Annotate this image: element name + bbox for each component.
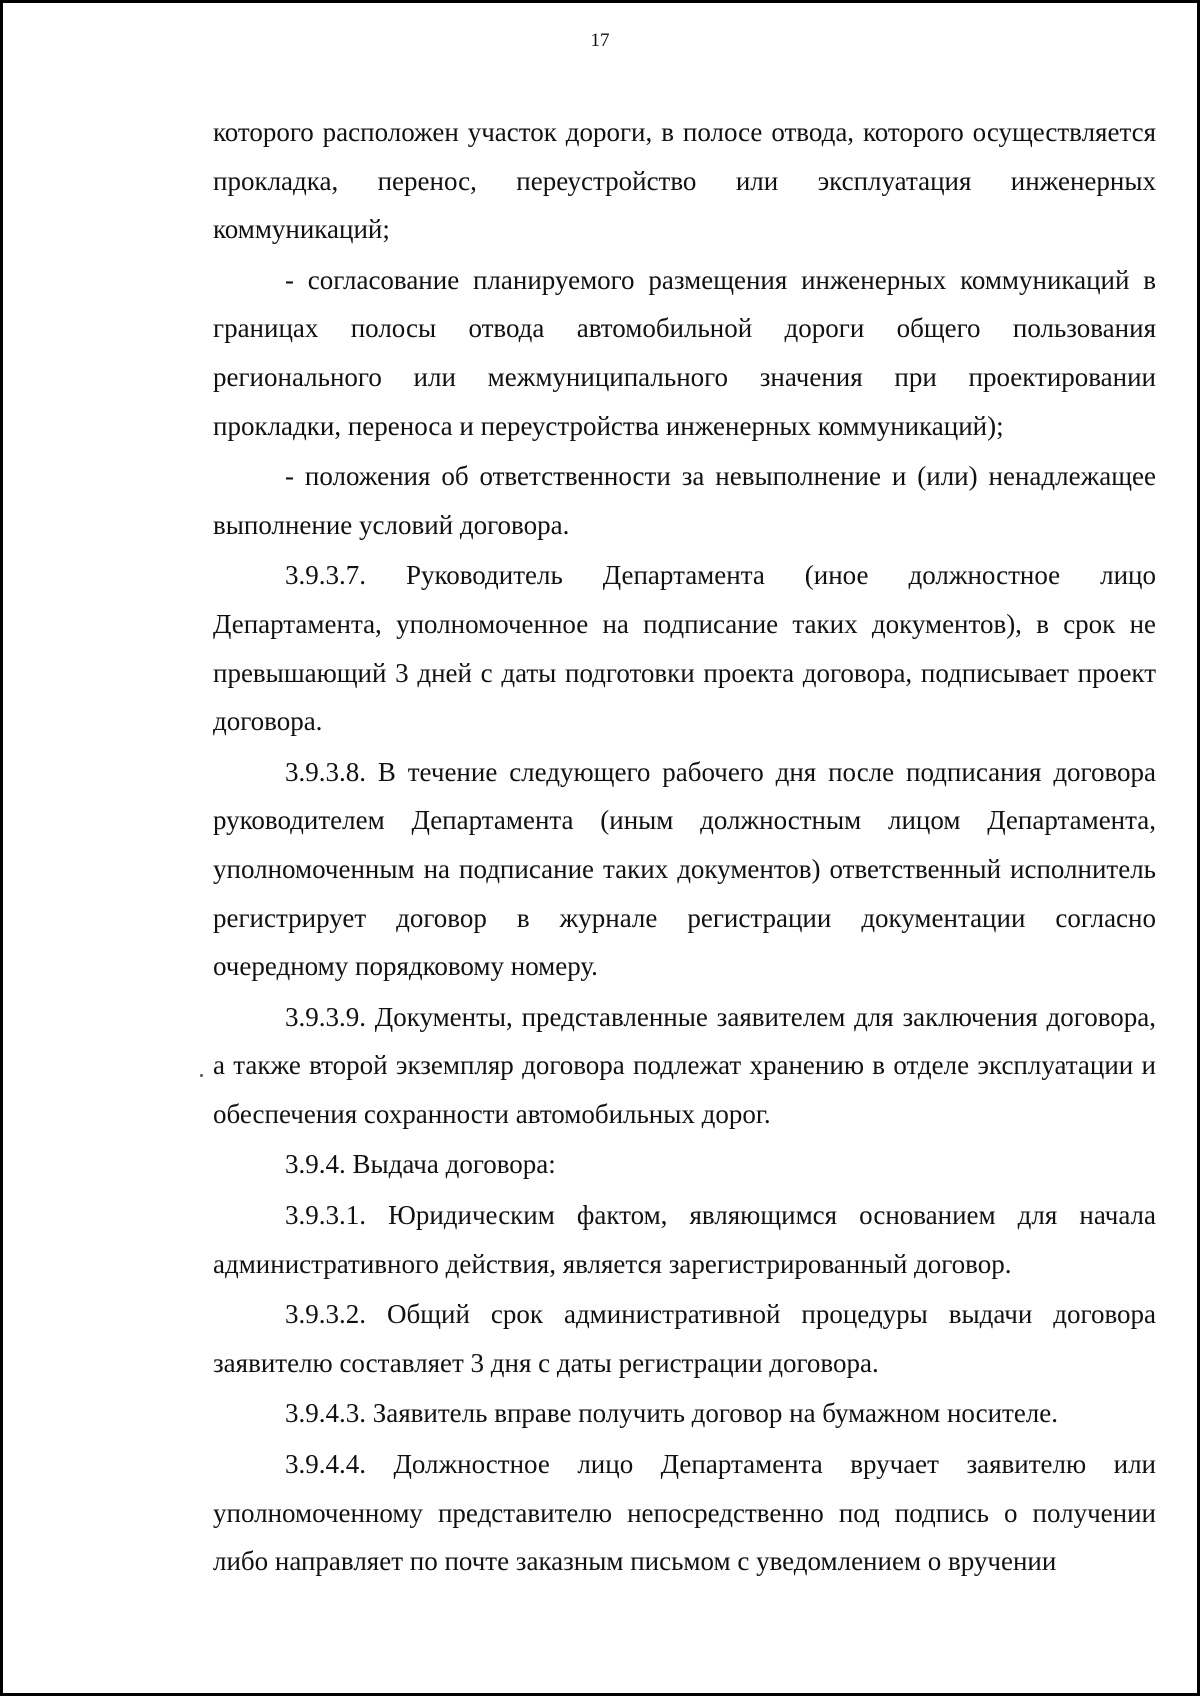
paragraph-3-9-3-8: 3.9.3.8. В течение следующего рабочего дня после подписания договора руководителем Департамента (иным должностным лицом Департамента, уполномоченным на подписание таких документов) ответственный исполнитель регистрирует договор в журнале регистрации документации согласно очередному порядковому номеру.	[213, 756, 1156, 982]
paragraph-3-9-4-heading: 3.9.4. Выдача договора:	[285, 1149, 556, 1180]
paragraph-3-9-4-4: 3.9.4.4. Должностное лицо Департамента вручает заявителю или уполномоченному представителю непосредственно под подпись о получении либо направляет по почте заказным письмом с уведомлением о вручении	[213, 1449, 1156, 1577]
paragraph-continuation: которого расположен участок дороги, в полосе отвода, которого осуществляется прокладка, перенос, переустройство или эксплуатация инженерных коммуникаций;	[213, 117, 1156, 245]
paragraph-3-9-4-3: 3.9.4.3. Заявитель вправе получить договор на бумажном носителе.	[285, 1398, 1059, 1429]
paragraph-3-9-3-1: 3.9.3.1. Юридическим фактом, являющимся основанием для начала административного действия, является зарегистрированный договор.	[213, 1200, 1156, 1279]
document-body	[213, 108, 1156, 1586]
paragraph-3-9-3-9: 3.9.3.9. Документы, представленные заявителем для заключения договора, а также второй экземпляр договора подлежат хранению в отделе эксплуатации и обеспечения сохранности автомобильных дорог.	[213, 1001, 1156, 1129]
paragraph-3-9-3-7: 3.9.3.7. Руководитель Департамента (иное должностное лицо Департамента, уполномоченное на подписание таких документов), в срок не превышающий 3 дней с даты подготовки проекта договора, подписывает проект договора.	[213, 560, 1156, 737]
page-number: 17	[590, 30, 610, 51]
paragraph-list-item-approval: - согласование планируемого размещения инженерных коммуникаций в границах полосы отвода автомобильной дороги общего пользования регионального или межмуниципального значения при проектировании прокладки, переноса и переустройства инженерных коммуникаций);	[213, 264, 1156, 441]
paragraph-3-9-3-2: 3.9.3.2. Общий срок административной процедуры выдачи договора заявителю составляет 3 дня с даты регистрации договора.	[213, 1299, 1156, 1378]
paragraph-list-item-liability: - положения об ответственности за невыполнение и (или) ненадлежащее выполнение условий договора.	[213, 461, 1156, 540]
scan-artifact-dot	[200, 1074, 203, 1077]
